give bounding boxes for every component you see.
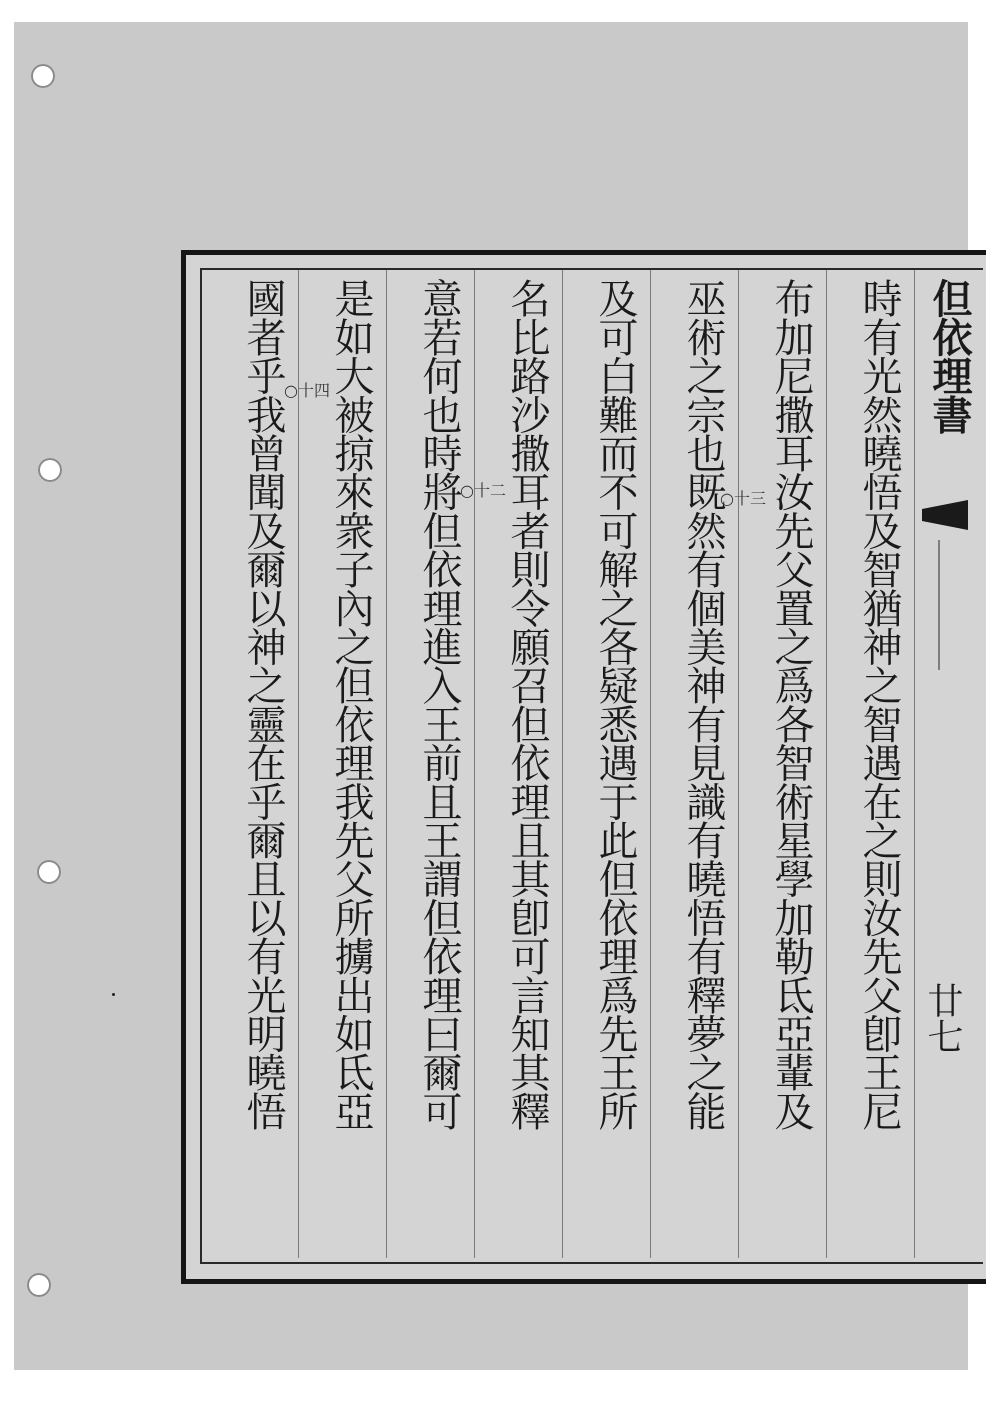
column-rule <box>826 270 827 1258</box>
text-column-8: 國者乎我曾聞及爾以神之靈在乎爾且以有光明曉悟 <box>240 278 286 1130</box>
column-rule <box>650 270 651 1258</box>
column-rule <box>914 270 915 1258</box>
binder-hole-2 <box>38 458 62 482</box>
binder-hole-1 <box>31 64 55 88</box>
binder-hole-4 <box>27 1273 51 1297</box>
column-rule <box>738 270 739 1258</box>
text-column-1: 時有光然曉悟及智猶神之智遇在之則汝先父卽王尼 <box>856 278 902 1130</box>
text-column-4: 及可白難而不可解之各疑悉遇于此但依理爲先王所 <box>592 278 638 1130</box>
annotation-mark: ○十四 <box>284 381 330 400</box>
text-column-3: 巫術之宗也既然有個美神有見識有曉悟有釋夢之能 <box>680 278 726 1130</box>
book-title: 但依理書 <box>926 278 973 433</box>
annotation-mark: ○十三 <box>720 489 766 508</box>
column-rule <box>474 270 475 1258</box>
text-column-6: 意若何也時將但依理進入王前且王謂但依理曰爾可 <box>416 278 462 1130</box>
speck <box>112 993 115 996</box>
column-rule <box>298 270 299 1258</box>
spine-edge <box>938 540 970 670</box>
page-number: 廿七 <box>922 982 963 1054</box>
text-column-7: 是如大被掠來衆子內之但依理我先父所擄出如氐亞 <box>328 278 374 1130</box>
annotation-mark: ○十二 <box>460 481 506 500</box>
text-column-5: 名比路沙撒耳者則令願召但依理且其卽可言知其釋 <box>504 278 550 1130</box>
binder-hole-3 <box>37 860 61 884</box>
column-rule <box>386 270 387 1258</box>
text-column-2: 布加尼撒耳汝先父置之爲各智術星學加勒氐亞輩及 <box>768 278 814 1130</box>
column-rule <box>562 270 563 1258</box>
